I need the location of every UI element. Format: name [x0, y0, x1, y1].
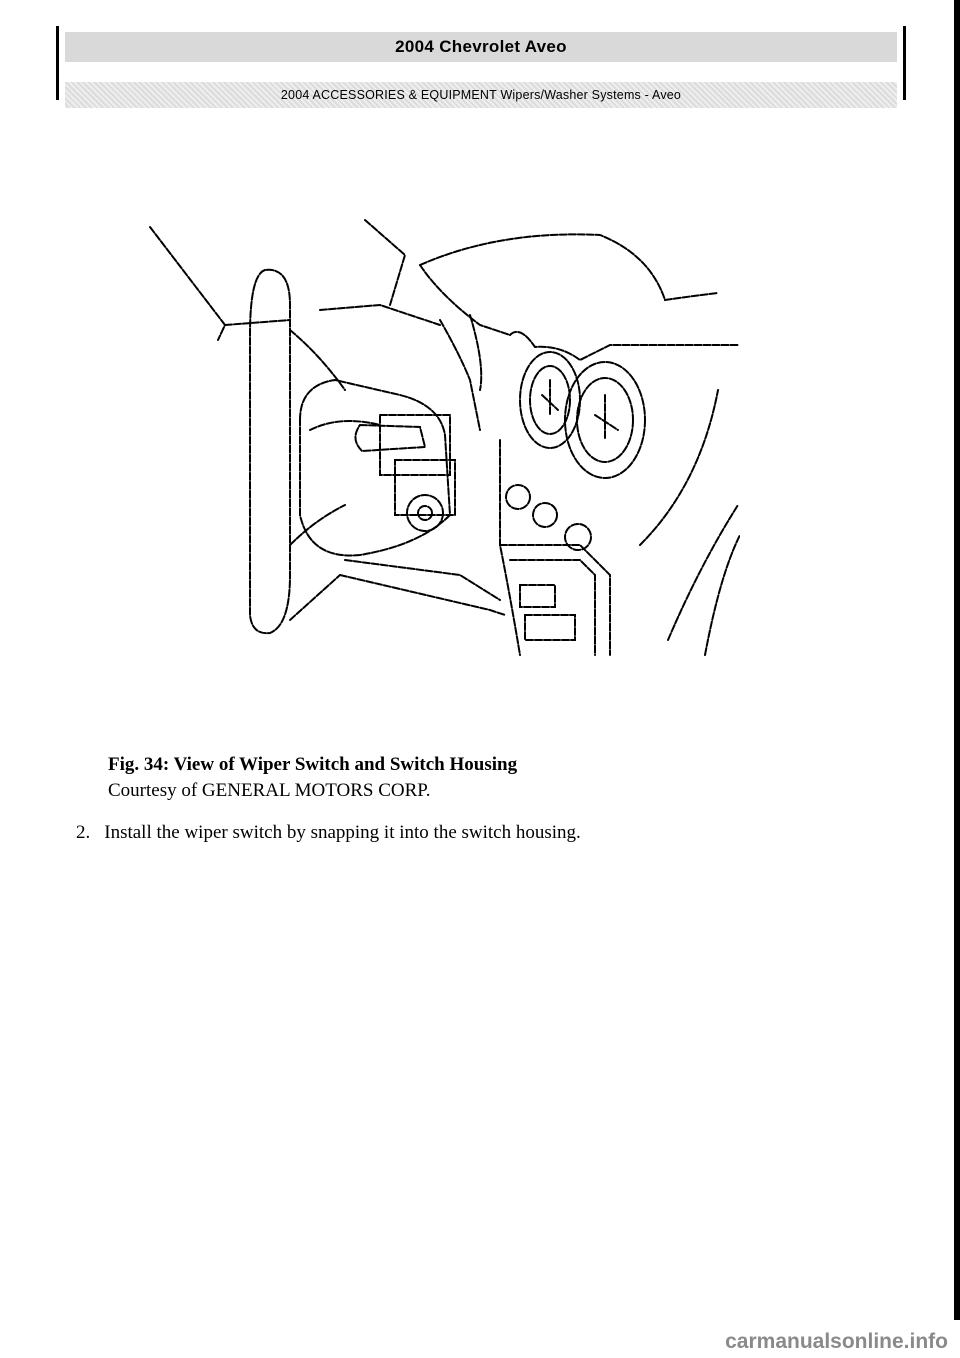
vent-knob-right [565, 524, 591, 550]
document-header [56, 26, 906, 100]
figure-title: Fig. 34: View of Wiper Switch and Switch Housing [108, 754, 518, 775]
step-number: 2. [76, 822, 91, 843]
procedure-step [76, 820, 581, 846]
header-subtitle: 2004 ACCESSORIES & EQUIPMENT Wipers/Washer Systems - Aveo [65, 82, 897, 108]
wiper-switch-stalk [355, 425, 425, 451]
ignition-lock [407, 495, 443, 531]
header-title: 2004 Chevrolet Aveo [65, 32, 897, 62]
step-text: Install the wiper switch by snapping it into the switch housing. [104, 822, 581, 843]
column-shroud [300, 380, 450, 556]
switch-housing [380, 415, 450, 475]
dash-top-line [420, 234, 718, 300]
wiper-switch-illustration [140, 215, 740, 660]
a-pillar-line [150, 227, 225, 340]
vent-knob-left [506, 485, 530, 509]
figure-caption [108, 752, 517, 804]
page-edge-rule [954, 0, 960, 1320]
steering-wheel-rim [250, 270, 290, 633]
watermark-text: carmanualsonline.info [725, 1330, 948, 1353]
figure-credit: Courtesy of GENERAL MOTORS CORP. [108, 780, 431, 801]
